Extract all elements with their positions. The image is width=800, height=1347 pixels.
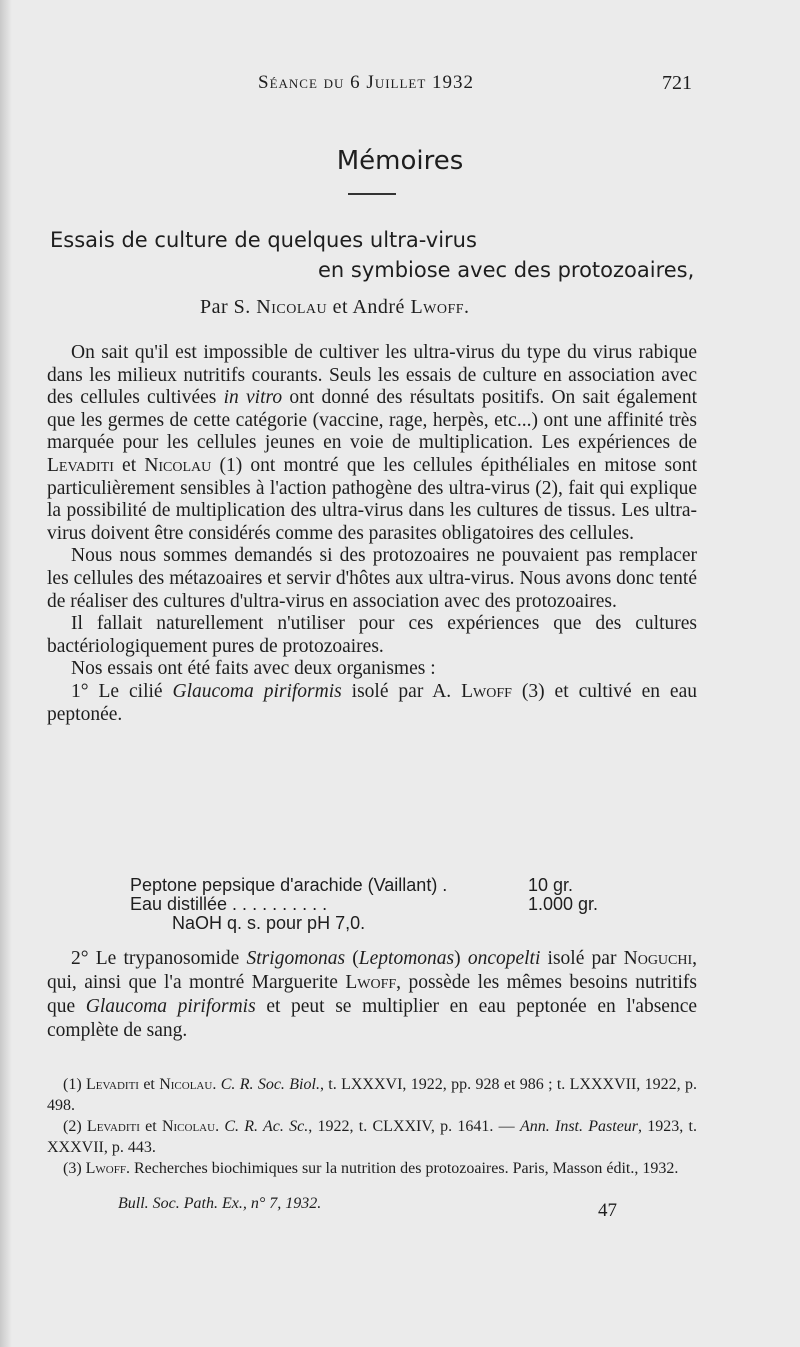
- footnote-2: (2) Levaditi et Nicolau. C. R. Ac. Sc., 1922, t. CLXXIV, p. 1641. — Ann. Inst. Pasteur, 1923, t. XXXVII, p. 443.: [47, 1118, 698, 1156]
- article-title-line2: en symbiose avec des protozoaires,: [318, 258, 695, 282]
- author-nicolau: Nicolau: [256, 296, 328, 318]
- running-head: Séance du 6 Juillet 1932: [258, 72, 475, 93]
- recipe-block: [130, 876, 630, 933]
- authors-prefix: Par S.: [200, 296, 257, 318]
- body-text-2: [47, 947, 697, 1043]
- body-text: [47, 342, 697, 726]
- footnotes: [47, 1074, 697, 1179]
- article-title-line1: Essais de culture de quelques ultra-virus: [50, 228, 477, 252]
- footnote-3: (3) Lwoff. Recherches biochimiques sur la nutrition des protozoaires. Paris, Masson édit., 1932.: [63, 1160, 679, 1177]
- journal-reference: Bull. Soc. Path. Ex., n° 7, 1932.: [118, 1195, 322, 1212]
- paragraph-2: Nous nous sommes demandés si des protozoaires ne pouvaient pas remplacer les cellules des métazoaires et servir d'hôtes aux ultra-virus. Nous avons donc tenté de réaliser des cultures d'ultra-virus en association avec des protozoaires.: [47, 545, 697, 612]
- section-title: Mémoires: [336, 146, 464, 176]
- paragraph-5: 1° Le cilié Glaucoma piriformis isolé par A. Lwoff (3) et cultivé en eau peptonée.: [47, 680, 697, 725]
- title-rule: [348, 193, 396, 195]
- author-lwoff: Lwoff.: [410, 296, 470, 318]
- sheet-number: 47: [598, 1200, 617, 1221]
- footnote-1: (1) Levaditi et Nicolau. C. R. Soc. Biol., t. LXXXVI, 1922, pp. 928 et 986 ; t. LXXXVII, 1922, p. 498.: [47, 1076, 698, 1114]
- authors-mid: et André: [327, 296, 411, 318]
- paragraph-6: 2° Le trypanosomide Strigomonas (Leptomonas) oncopelti isolé par Noguchi, qui, ainsi que l'a montré Marguerite Lwoff, possède les mêmes besoins nutritifs que Glaucoma piriformis et peut se multiplier en eau peptonée en l'absence complète de sang.: [47, 948, 698, 1041]
- page-edge-shadow: [0, 0, 12, 1347]
- recipe-row-water: Eau distillée . . . . . . . . . . 1.000 gr.: [130, 894, 599, 914]
- recipe-row-peptone: Peptone pepsique d'arachide (Vaillant) . 10 gr.: [130, 875, 574, 895]
- page-number: 721: [662, 72, 692, 94]
- paragraph-1: On sait qu'il est impossible de cultiver les ultra-virus du type du virus rabique dans les milieux nutritifs courants. Seuls les essais de culture en association avec des cellules cultivées in vitro ont donné des résultats positifs. On sait également que les germes de cette catégorie (vaccine, rage, herpès, etc...) ont une affinité très marquée pour les cellules jeunes en voie de multiplication. Les expériences de Levaditi et Nicolau (1) ont montré que les cellules épithéliales en mitose sont particulièrement sensibles à l'action pathogène des ultra-virus (2), fait qui explique la possibilité de multiplication des ultra-virus dans les cultures de tissus. Les ultra-virus doivent être considérés comme des parasites obligatoires des cellules.: [47, 342, 698, 544]
- recipe-row-naoh: NaOH q. s. pour pH 7,0.: [172, 913, 366, 933]
- paragraph-4: Nos essais ont été faits avec deux organismes :: [71, 658, 436, 680]
- authors-line: [200, 296, 470, 319]
- paragraph-3: Il fallait naturellement n'utiliser pour ces expériences que des cultures bactériologiquement pures de protozoaires.: [47, 613, 697, 657]
